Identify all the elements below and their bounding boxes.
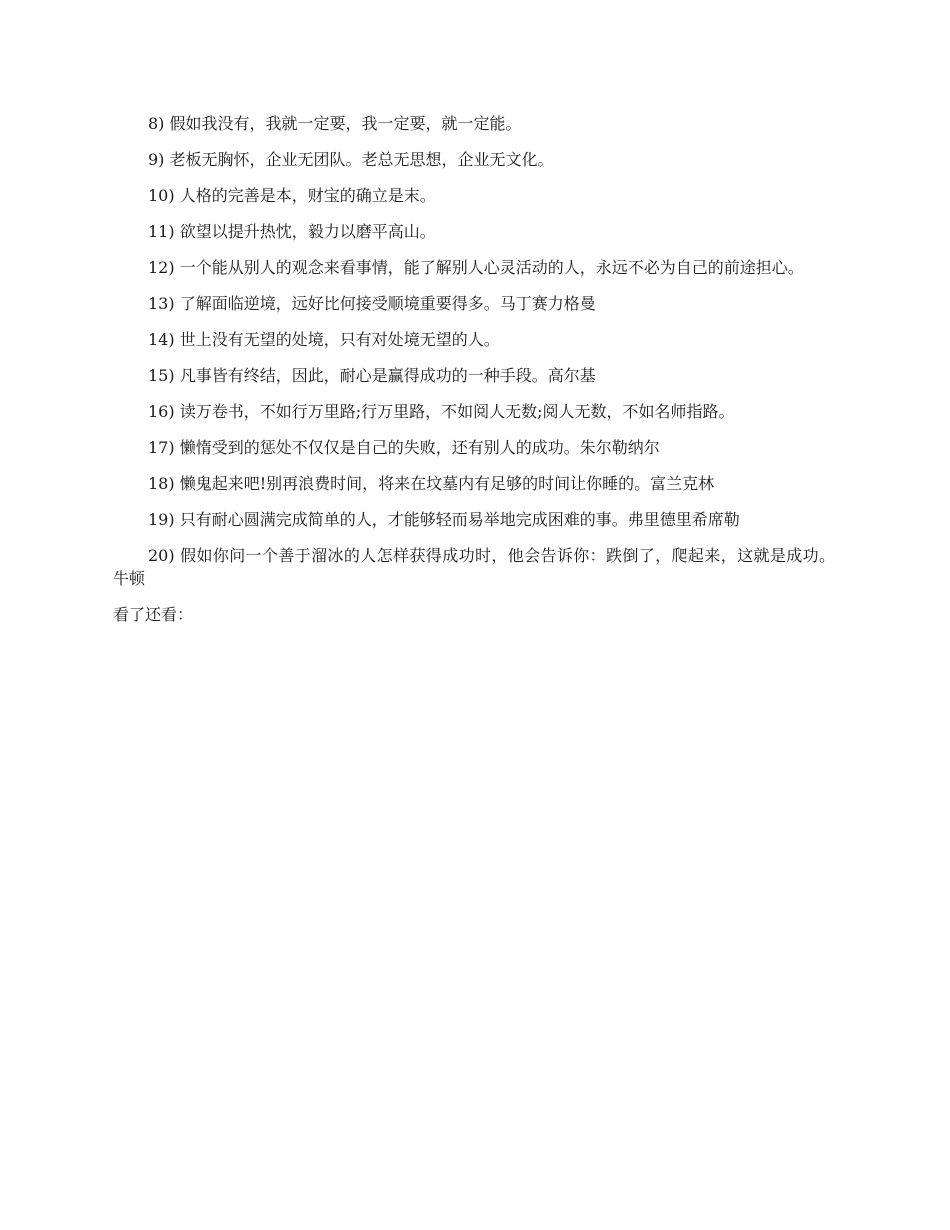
quote-paragraph: 12) 一个能从别人的观念来看事情，能了解别人心灵活动的人，永远不必为自己的前途担心。 — [148, 258, 804, 277]
quote-paragraph: 18) 懒鬼起来吧!别再浪费时间，将来在坟墓内有足够的时间让你睡的。富兰克林 — [148, 474, 715, 493]
quote-paragraph: 8) 假如我没有，我就一定要，我一定要，就一定能。 — [148, 114, 522, 133]
quote-paragraph: 13) 了解面临逆境，远好比何接受顺境重要得多。马丁赛力格曼 — [148, 294, 596, 313]
quote-paragraph: 14) 世上没有无望的处境，只有对处境无望的人。 — [148, 330, 500, 349]
quote-paragraph: 10) 人格的完善是本，财宝的确立是末。 — [148, 186, 436, 205]
quote-paragraph: 15) 凡事皆有终结，因此，耐心是赢得成功的一种手段。高尔基 — [148, 366, 596, 385]
quote-paragraph: 19) 只有耐心圆满完成简单的人，才能够轻而易举地完成困难的事。弗里德里希席勒 — [148, 510, 740, 529]
quote-paragraph: 20) 假如你问一个善于溜冰的人怎样获得成功时，他会告诉你：跌倒了，爬起来，这就是成功。牛顿 — [113, 546, 835, 588]
quote-paragraph: 9) 老板无胸怀，企业无团队。老总无思想，企业无文化。 — [148, 150, 554, 169]
quote-paragraph: 16) 读万卷书，不如行万里路;行万里路，不如阅人无数;阅人无数，不如名师指路。 — [148, 402, 735, 421]
related-reading-label: 看了还看： — [113, 605, 194, 624]
quote-paragraph: 11) 欲望以提升热忱，毅力以磨平高山。 — [148, 222, 436, 241]
document-body — [113, 112, 835, 639]
quote-paragraph: 17) 懒惰受到的惩处不仅仅是自己的失败，还有别人的成功。朱尔勒纳尔 — [148, 438, 660, 457]
